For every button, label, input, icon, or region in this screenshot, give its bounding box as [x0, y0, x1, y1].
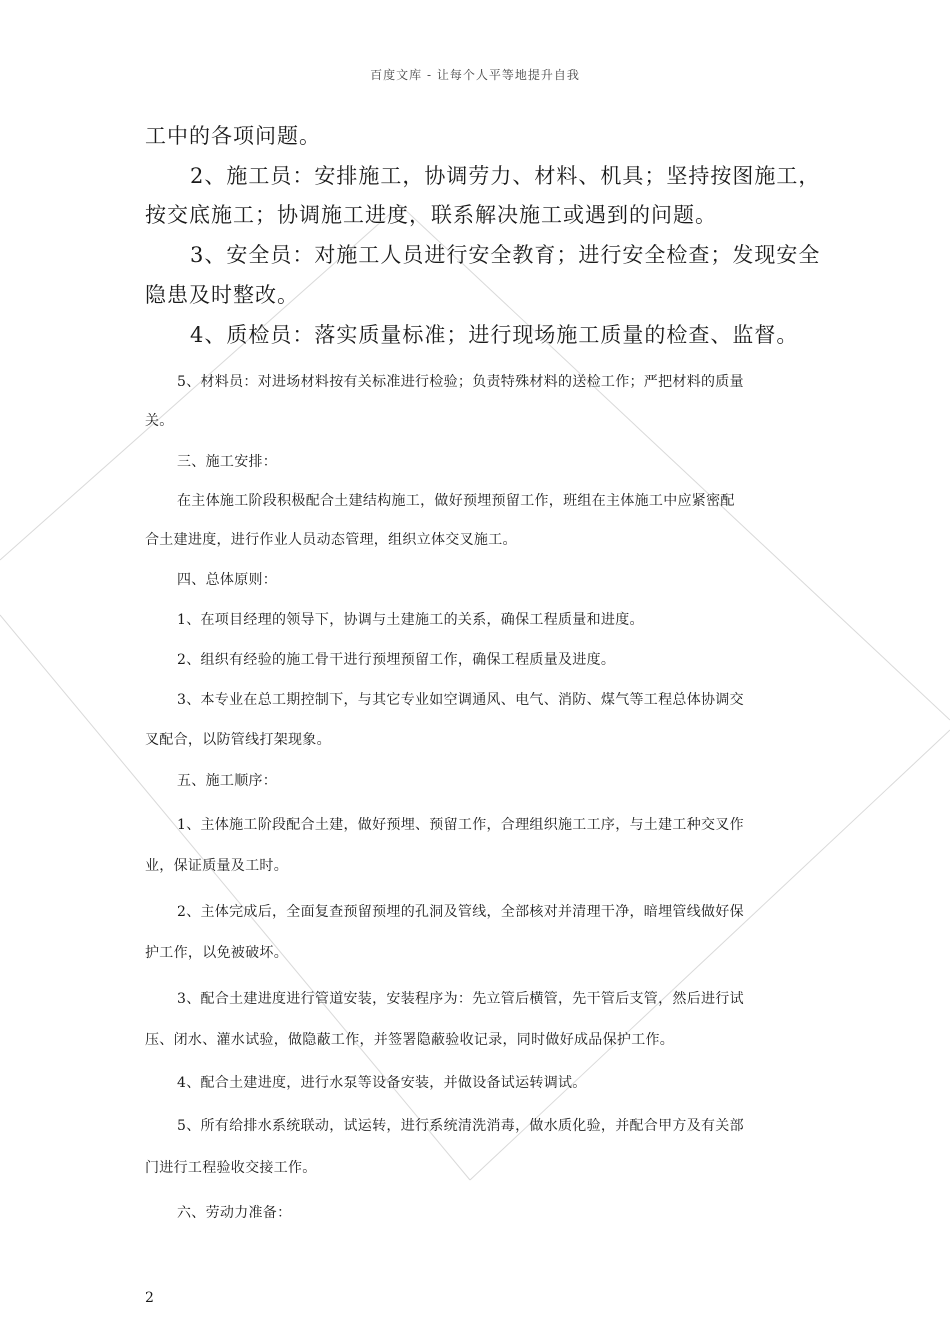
section-heading: 六、劳动力准备： — [177, 1205, 292, 1221]
section-heading: 三、施工安排： — [177, 454, 278, 470]
section-heading: 五、施工顺序： — [177, 773, 278, 789]
text-line: 1、主体施工阶段配合土建，做好预埋、预留工作，合理组织施工工序，与土建工种交叉作 — [177, 817, 744, 833]
text-line: 2、主体完成后，全面复查预留预埋的孔洞及管线，全部核对并清理干净，暗埋管线做好保 — [177, 904, 744, 920]
page-number: 2 — [145, 1290, 154, 1306]
text-line: 2、组织有经验的施工骨干进行预埋预留工作，确保工程质量及进度。 — [177, 652, 616, 668]
text-line: 在主体施工阶段积极配合土建结构施工，做好预埋预留工作，班组在主体施工中应紧密配 — [177, 493, 735, 509]
text-line: 护工作，以免被破坏。 — [145, 945, 288, 961]
text-line: 3、本专业在总工期控制下，与其它专业如空调通风、电气、消防、煤气等工程总体协调交 — [177, 692, 744, 708]
text-line: 4、配合土建进度，进行水泵等设备安装，并做设备试运转调试。 — [177, 1075, 587, 1091]
text-line: 4、质检员：落实质量标准；进行现场施工质量的检查、监督。 — [190, 323, 799, 347]
text-line: 叉配合，以防管线打架现象。 — [145, 732, 331, 748]
text-line: 2、施工员：安排施工，协调劳力、材料、机具；坚持按图施工， — [190, 164, 821, 188]
text-line: 5、所有给排水系统联动，试运转，进行系统清洗消毒，做水质化验，并配合甲方及有关部 — [177, 1118, 744, 1134]
text-line: 门进行工程验收交接工作。 — [145, 1160, 317, 1176]
text-line: 3、安全员：对施工人员进行安全教育；进行安全检查；发现安全 — [190, 243, 821, 267]
text-line: 1、在项目经理的领导下，协调与土建施工的关系，确保工程质量和进度。 — [177, 612, 644, 628]
text-line: 按交底施工；协调施工进度，联系解决施工或遇到的问题。 — [145, 203, 717, 227]
text-line: 关。 — [145, 413, 174, 429]
text-line: 工中的各项问题。 — [145, 124, 321, 148]
text-line: 隐患及时整改。 — [145, 283, 299, 307]
text-line: 3、配合土建进度进行管道安装，安装程序为：先立管后横管，先干管后支管，然后进行试 — [177, 991, 744, 1007]
text-line: 合土建进度，进行作业人员动态管理，组织立体交叉施工。 — [145, 532, 517, 548]
text-line: 压、闭水、灌水试验，做隐蔽工作，并签署隐蔽验收记录，同时做好成品保护工作。 — [145, 1032, 675, 1048]
document-header: 百度文库 - 让每个人平等地提升自我 — [370, 68, 580, 82]
text-line: 5、材料员：对进场材料按有关标准进行检验；负责特殊材料的送检工作；严把材料的质量 — [177, 374, 744, 390]
text-line: 业，保证质量及工时。 — [145, 858, 288, 874]
section-heading: 四、总体原则： — [177, 572, 278, 588]
